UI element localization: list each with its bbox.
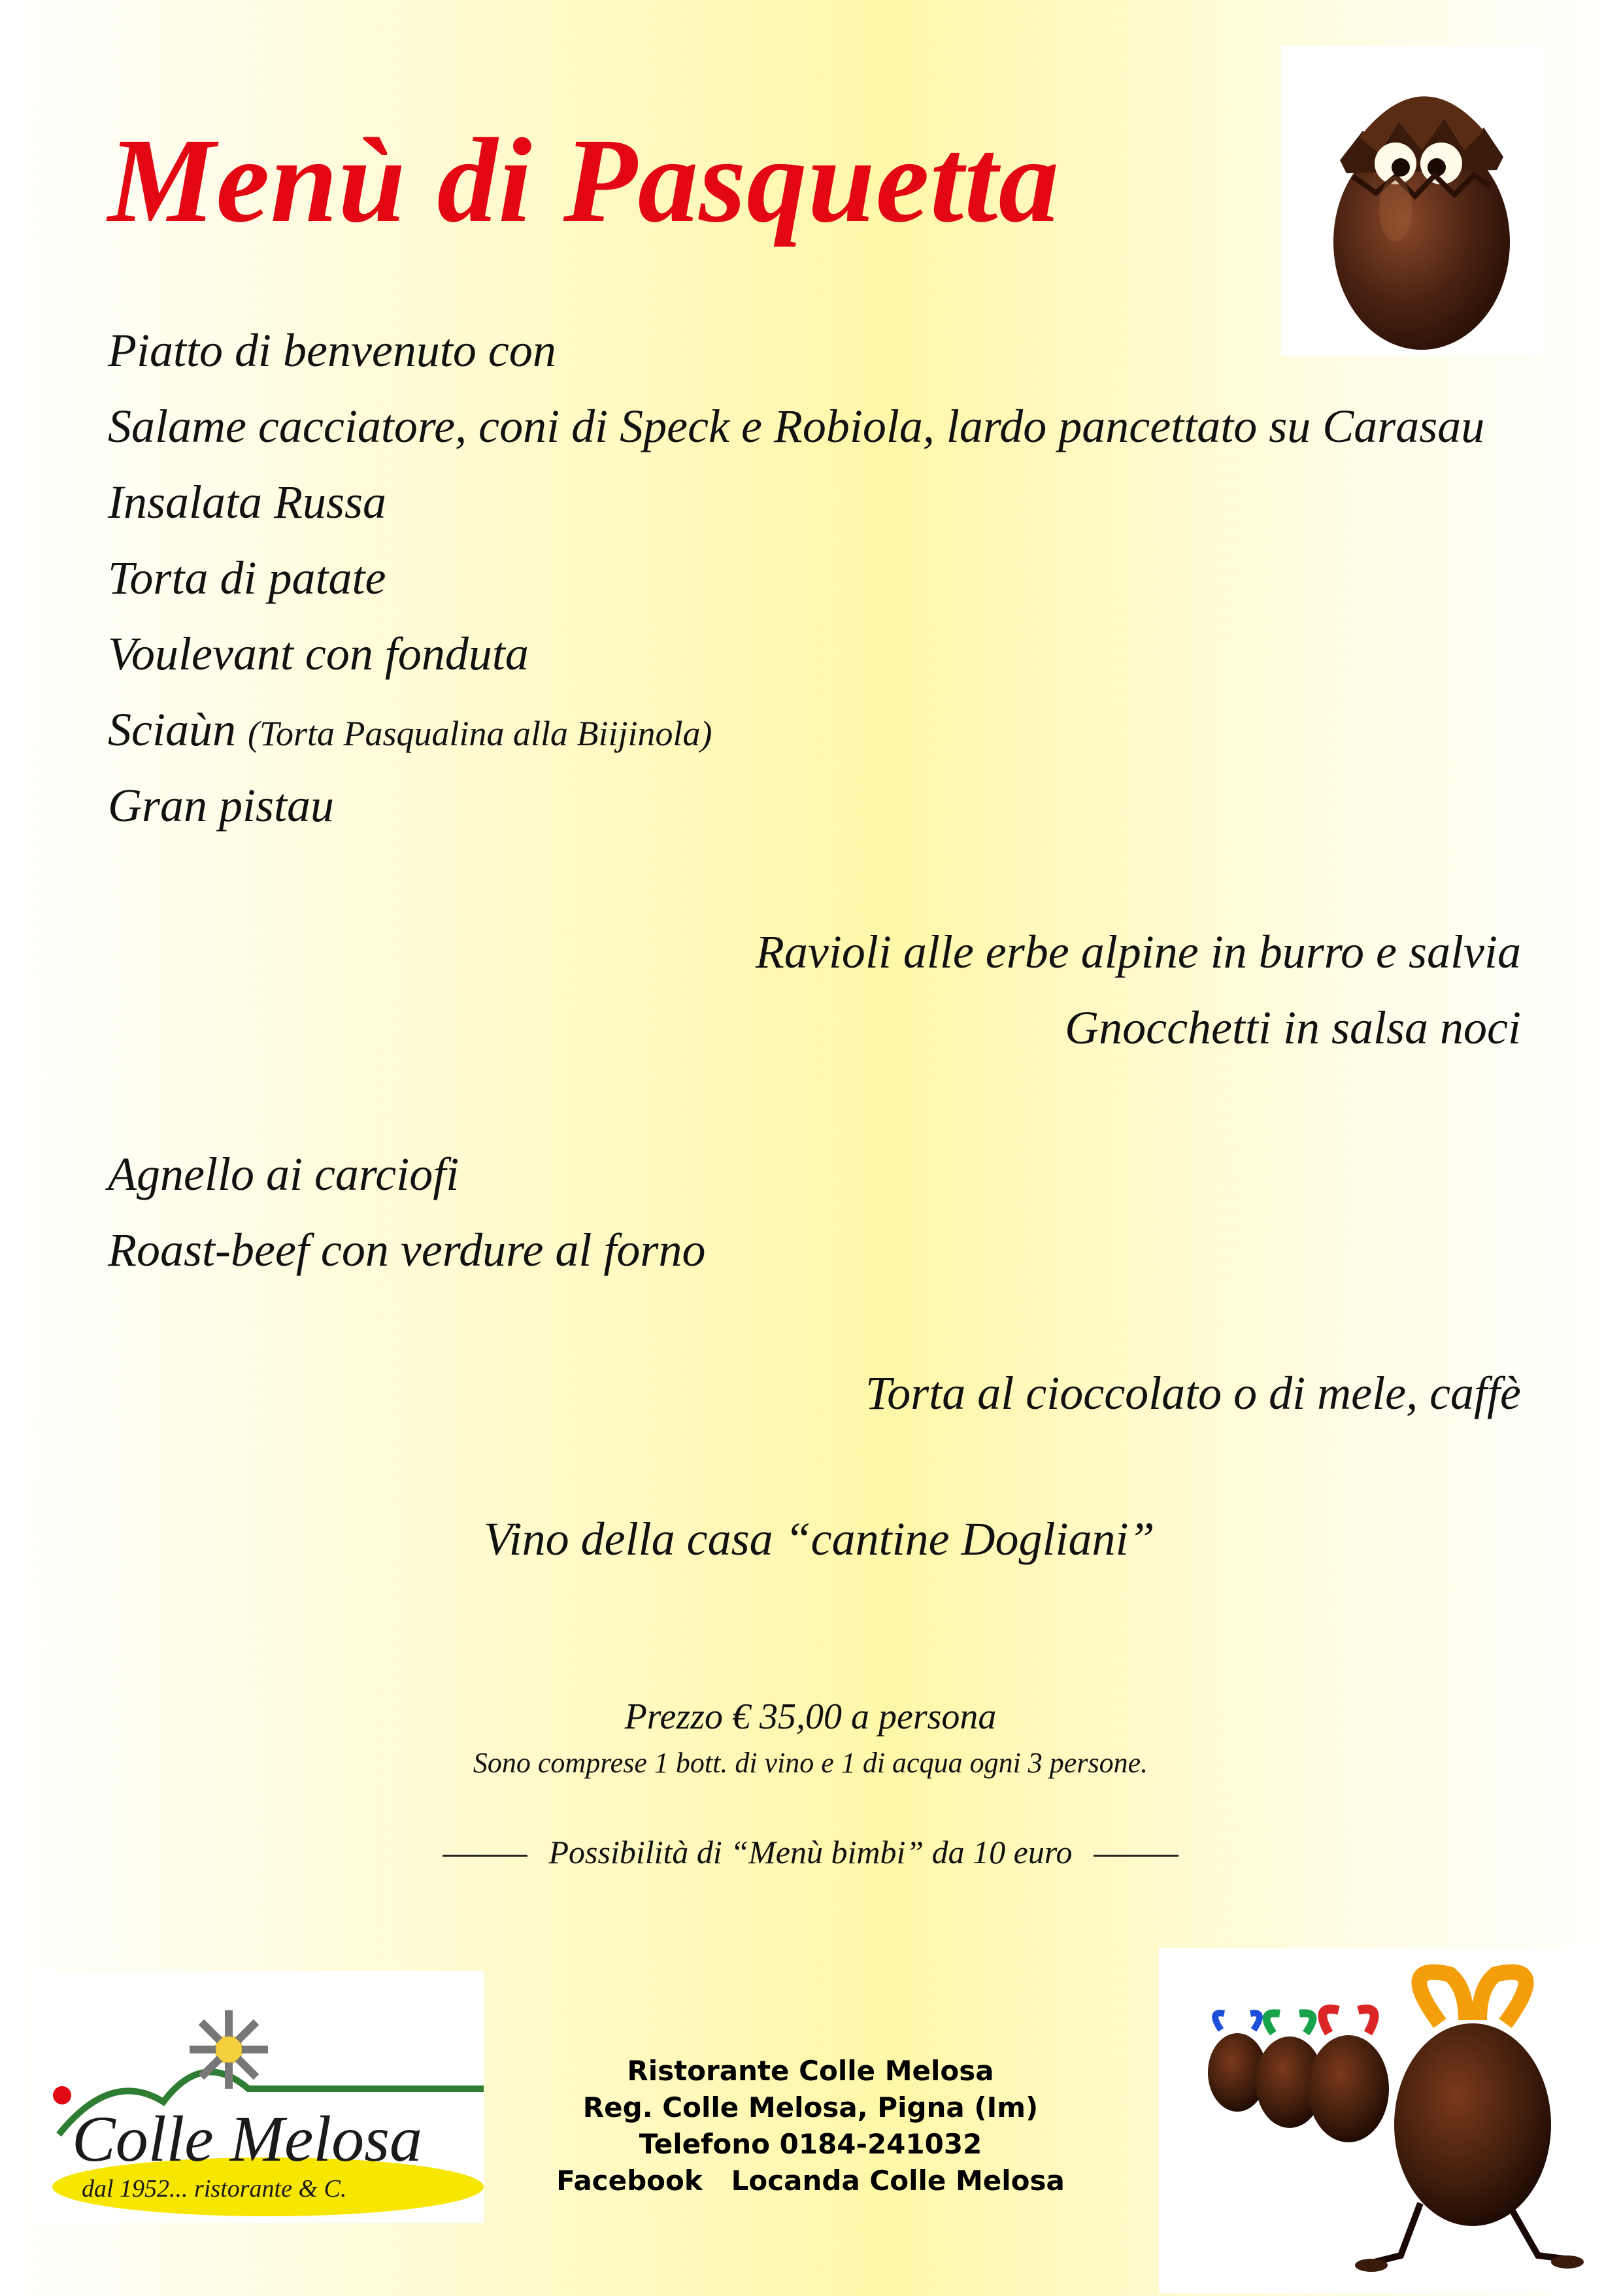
restaurant-facebook: Facebook Locanda Colle Melosa: [556, 2164, 1065, 2197]
restaurant-phone: Telefono 0184-241032: [639, 2127, 982, 2160]
divider-left: [443, 1855, 527, 1857]
easter-eggs-ribbons-icon: [1159, 1948, 1621, 2293]
chocolate-egg-image: [1281, 46, 1543, 356]
easter-eggs-image: [1159, 1948, 1621, 2293]
price-line: Prezzo € 35,00 a persona: [624, 1697, 997, 1737]
sciaun-name: Sciaùn: [108, 703, 236, 756]
secondo-item: Roast-beef con verdure al forno: [108, 1224, 706, 1276]
sciaun-item: [108, 703, 712, 756]
antipasto-item: Torta di patate: [108, 552, 386, 604]
sciaun-note: (Torta Pasqualina alla Biijinola): [247, 714, 712, 753]
chocolate-egg-chick-icon: [1281, 46, 1543, 356]
secondo-item: Agnello ai carciofi: [108, 1148, 460, 1200]
primo-item: Gnocchetti in salsa noci: [1065, 1002, 1521, 1054]
kids-menu-text: Possibilità di “Menù bimbi” da 10 euro: [548, 1834, 1073, 1870]
antipasto-item: Salame cacciatore, coni di Speck e Robiola, lardo pancettato su Carasau: [108, 400, 1485, 452]
kids-menu-line: [0, 1836, 1621, 1868]
antipasto-item: Voulevant con fonduta: [108, 628, 529, 680]
antipasto-item: Insalata Russa: [108, 476, 387, 528]
antipasto-item: Piatto di benvenuto con: [108, 324, 556, 377]
antipasto-item: Gran pistau: [108, 779, 335, 832]
restaurant-address: Reg. Colle Melosa, Pigna (Im): [582, 2091, 1039, 2123]
logo-brand: Colle Melosa: [72, 2102, 423, 2175]
primo-item: Ravioli alle erbe alpine in burro e salvia: [755, 926, 1521, 978]
dessert-item: Torta al cioccolato o di mele, caffè: [865, 1367, 1521, 1419]
divider-right: [1094, 1855, 1178, 1857]
restaurant-name: Ristorante Colle Melosa: [627, 2055, 994, 2087]
price-note: Sono comprese 1 bott. di vino e 1 di acqua ogni 3 persone.: [473, 1747, 1148, 1779]
logo-tagline: dal 1952... ristorante & C.: [82, 2175, 347, 2203]
wine-item: Vino della casa “cantine Dogliani”: [484, 1513, 1155, 1565]
page-title: Menù di Pasquetta: [108, 114, 1060, 248]
